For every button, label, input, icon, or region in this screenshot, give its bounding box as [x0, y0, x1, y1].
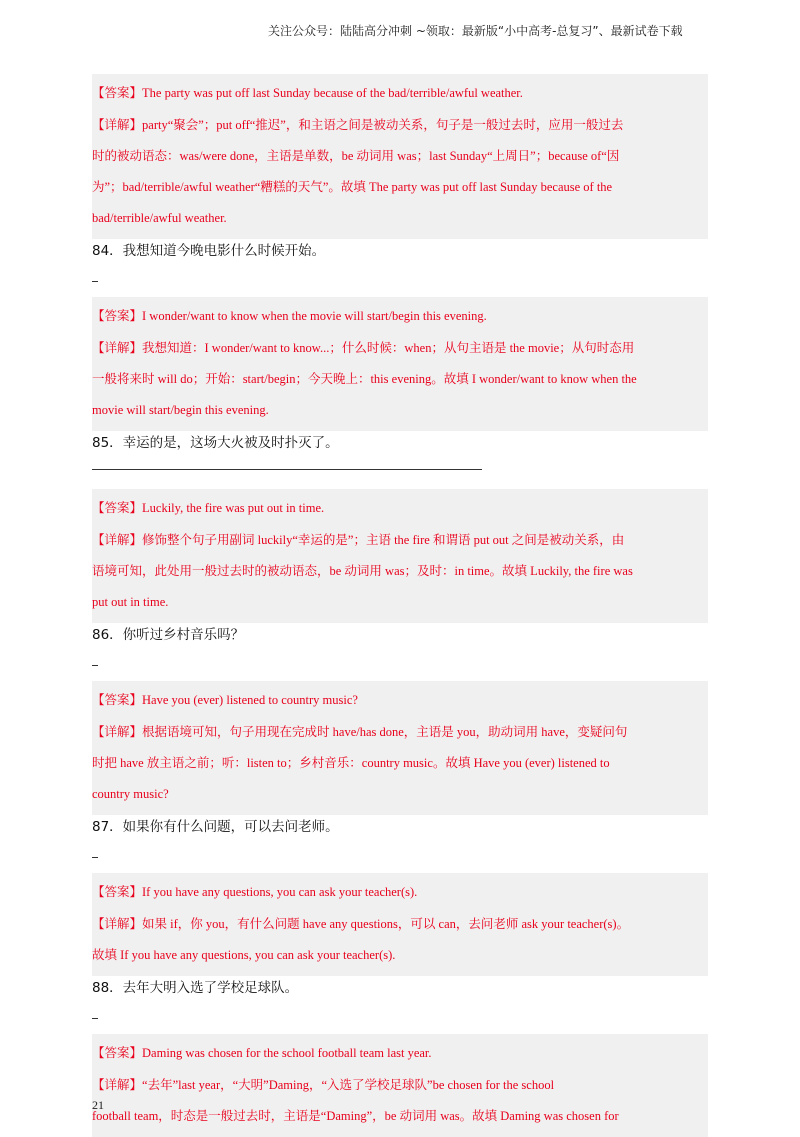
- answer-blank: [92, 461, 708, 489]
- question-87: 87．如果你有什么问题，可以去问老师。: [92, 819, 339, 835]
- detail-line: put out in time.: [92, 595, 169, 609]
- question-86: 86．你听过乡村音乐吗？: [92, 627, 245, 643]
- detail-tag: 【详解】: [92, 916, 143, 931]
- detail-tag: 【详解】: [92, 724, 143, 739]
- answer-text: The party was put off last Sunday because of the bad/terrible/awful weather.: [142, 86, 523, 100]
- answer-block: [92, 681, 708, 815]
- detail-line: country music?: [92, 787, 169, 801]
- detail-line: 时的被动语态：was/were done，主语是单数，be 动词用 was；last Sunday“上周日”；because of“因: [92, 149, 620, 163]
- detail-line: movie will start/begin this evening.: [92, 403, 269, 417]
- page-number: 21: [92, 1098, 104, 1112]
- answer-text: Have you (ever) listened to country music?: [142, 693, 358, 707]
- question-88: 88．去年大明入选了学校足球队。: [92, 980, 299, 996]
- answer-tag: 【答案】: [92, 884, 143, 899]
- header-text: 关注公众号：陆陆高分冲刺 ~领取：最新版“小中高考-总复习”、最新试卷下载: [268, 24, 683, 38]
- answer-blank: [92, 269, 708, 297]
- blank-line: [92, 1018, 98, 1019]
- answer-block: [92, 489, 708, 623]
- question-85: 85．幸运的是，这场大火被及时扑灭了。: [92, 435, 339, 451]
- answer-text: Daming was chosen for the school football team last year.: [142, 1046, 432, 1060]
- detail-line: 为”；bad/terrible/awful weather“糟糕的天气”。故填 The party was put off last Sunday because of the: [92, 180, 613, 194]
- answer-block: [92, 297, 708, 431]
- answer-tag: 【答案】: [92, 308, 143, 323]
- blank-line: [92, 281, 98, 282]
- answer-blank: [92, 845, 708, 873]
- detail-line: 我想知道：I wonder/want to know...；什么时候：when；从句主语是 the movie；从句时态用: [142, 341, 635, 355]
- detail-line: party“聚会”；put off“推迟”，和主语之间是被动关系，句子是一般过去时，应用一般过去: [142, 118, 624, 132]
- detail-line: bad/terrible/awful weather.: [92, 211, 227, 225]
- answer-tag: 【答案】: [92, 500, 143, 515]
- detail-tag: 【详解】: [92, 532, 143, 547]
- detail-tag: 【详解】: [92, 117, 143, 132]
- blank-line: [92, 857, 98, 858]
- document-body: [92, 74, 708, 1137]
- answer-blank: [92, 653, 708, 681]
- blank-line: [92, 469, 482, 470]
- detail-line: 语境可知，此处用一般过去时的被动语态，be 动词用 was；及时：in time。故填 Luckily, the fire was: [92, 564, 633, 578]
- answer-blank: [92, 1006, 708, 1034]
- question-84: 84．我想知道今晚电影什么时候开始。: [92, 243, 326, 259]
- answer-tag: 【答案】: [92, 1045, 143, 1060]
- detail-tag: 【详解】: [92, 340, 143, 355]
- blank-line: [92, 665, 98, 666]
- answer-tag: 【答案】: [92, 85, 143, 100]
- answer-text: Luckily, the fire was put out in time.: [142, 501, 325, 515]
- answer-text: I wonder/want to know when the movie will start/begin this evening.: [142, 309, 487, 323]
- detail-line: 故填 If you have any questions, you can ask your teacher(s).: [92, 948, 396, 962]
- detail-line: 修饰整个句子用副词 luckily“幸运的是”；主语 the fire 和谓语 put out 之间是被动关系，由: [142, 533, 625, 547]
- detail-line: 时把 have 放主语之前；听：listen to；乡村音乐：country music。故填 Have you (ever) listened to: [92, 756, 610, 770]
- detail-line: “去年”last year，“大明”Daming，“入选了学校足球队”be chosen for the school: [142, 1078, 555, 1092]
- answer-block: [92, 873, 708, 976]
- detail-line: 如果 if，你 you，有什么问题 have any questions，可以 can，去问老师 ask your teacher(s)。: [142, 917, 630, 931]
- page-header: [0, 22, 800, 42]
- answer-tag: 【答案】: [92, 692, 143, 707]
- answer-block: [92, 74, 708, 239]
- answer-block: [92, 1034, 708, 1137]
- detail-line: 一般将来时 will do；开始：start/begin；今天晚上：this evening。故填 I wonder/want to know when the: [92, 372, 637, 386]
- detail-line: football team，时态是一般过去时，主语是“Daming”，be 动词用 was。故填 Daming was chosen for: [92, 1109, 619, 1123]
- answer-text: If you have any questions, you can ask your teacher(s).: [142, 885, 418, 899]
- detail-tag: 【详解】: [92, 1077, 143, 1092]
- detail-line: 根据语境可知，句子用现在完成时 have/has done，主语是 you，助动词用 have，变疑问句: [142, 725, 628, 739]
